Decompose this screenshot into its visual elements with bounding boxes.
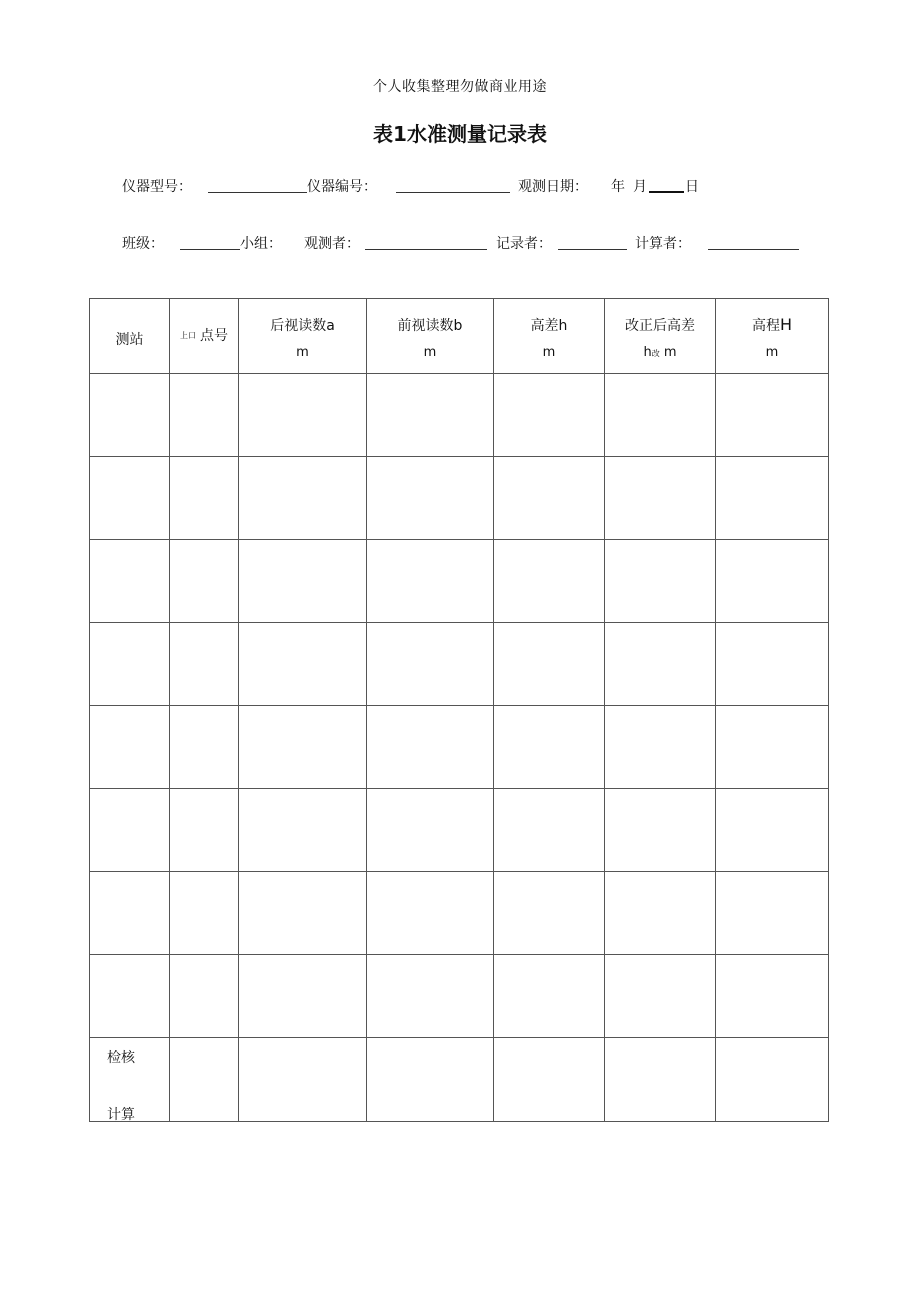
recorder-label: 记录者： xyxy=(496,236,552,252)
calculator-field[interactable] xyxy=(708,249,799,250)
table-row xyxy=(90,789,829,872)
header-station: 测站 xyxy=(90,299,170,374)
day-label: 日 xyxy=(685,179,699,195)
table-cell[interactable] xyxy=(716,540,829,623)
table-row xyxy=(90,540,829,623)
table-header-row xyxy=(90,299,829,374)
table-cell[interactable] xyxy=(494,789,605,872)
header-fore-reading: 前视读数b m xyxy=(367,299,494,374)
table-cell[interactable] xyxy=(605,457,716,540)
check-calculation-label: 检核 计算 xyxy=(90,1038,170,1122)
table-cell[interactable] xyxy=(239,872,367,955)
table-cell[interactable] xyxy=(239,789,367,872)
table-cell[interactable] xyxy=(170,872,239,955)
header-corrected-diff: 改正后高差 h改 m xyxy=(605,299,716,374)
table-cell[interactable] xyxy=(90,872,170,955)
month-label: 月 xyxy=(633,179,647,195)
table-cell[interactable] xyxy=(367,955,494,1038)
table-cell[interactable] xyxy=(170,955,239,1038)
table-cell[interactable] xyxy=(90,706,170,789)
table-cell[interactable] xyxy=(367,706,494,789)
table-row xyxy=(90,623,829,706)
table-cell[interactable] xyxy=(605,1038,716,1122)
table-cell[interactable] xyxy=(494,706,605,789)
watermark-text: 个人收集整理勿做商业用途 xyxy=(373,79,547,95)
table-row xyxy=(90,374,829,457)
table-cell[interactable] xyxy=(367,374,494,457)
table-cell[interactable] xyxy=(367,623,494,706)
table-cell[interactable] xyxy=(239,706,367,789)
table-cell[interactable] xyxy=(367,540,494,623)
table-cell[interactable] xyxy=(716,706,829,789)
table-cell[interactable] xyxy=(494,1038,605,1122)
class-field[interactable] xyxy=(180,249,240,250)
leveling-record-table xyxy=(89,298,829,1122)
table-cell[interactable] xyxy=(716,955,829,1038)
table-cell[interactable] xyxy=(716,789,829,872)
table-cell[interactable] xyxy=(367,457,494,540)
header-height-diff: 高差h m xyxy=(494,299,605,374)
table-cell[interactable] xyxy=(239,374,367,457)
table-cell[interactable] xyxy=(494,540,605,623)
model-label: 仪器型号： xyxy=(122,179,192,195)
class-label: 班级： xyxy=(122,236,164,252)
table-cell[interactable] xyxy=(494,623,605,706)
table-cell[interactable] xyxy=(170,374,239,457)
table-cell[interactable] xyxy=(239,1038,367,1122)
table-cell[interactable] xyxy=(716,872,829,955)
table-cell[interactable] xyxy=(239,457,367,540)
header-point: 上口 点号 xyxy=(170,299,239,374)
table-cell[interactable] xyxy=(716,623,829,706)
table-cell[interactable] xyxy=(90,540,170,623)
table-cell[interactable] xyxy=(170,1038,239,1122)
table-cell[interactable] xyxy=(170,540,239,623)
table-cell[interactable] xyxy=(716,457,829,540)
table-cell[interactable] xyxy=(605,872,716,955)
serial-field[interactable] xyxy=(396,192,510,193)
page-title: 表1水准测量记录表 xyxy=(373,122,547,146)
group-label: 小组： xyxy=(240,236,282,252)
table-row xyxy=(90,457,829,540)
table-cell[interactable] xyxy=(367,1038,494,1122)
table-cell[interactable] xyxy=(716,374,829,457)
recorder-field[interactable] xyxy=(558,249,627,250)
table-cell[interactable] xyxy=(605,789,716,872)
check-calculation-row xyxy=(90,1038,829,1122)
table-row xyxy=(90,706,829,789)
table-cell[interactable] xyxy=(170,789,239,872)
table-cell[interactable] xyxy=(494,955,605,1038)
table-cell[interactable] xyxy=(494,374,605,457)
table-cell[interactable] xyxy=(239,623,367,706)
table-cell[interactable] xyxy=(494,457,605,540)
table-cell[interactable] xyxy=(239,955,367,1038)
year-label: 年 xyxy=(611,179,625,195)
table-cell[interactable] xyxy=(605,955,716,1038)
table-cell[interactable] xyxy=(605,623,716,706)
table-cell[interactable] xyxy=(367,789,494,872)
table-cell[interactable] xyxy=(605,374,716,457)
table-cell[interactable] xyxy=(90,457,170,540)
model-field[interactable] xyxy=(208,192,307,193)
table-cell[interactable] xyxy=(90,955,170,1038)
table-cell[interactable] xyxy=(90,374,170,457)
date-label: 观测日期： xyxy=(518,179,588,195)
table-cell[interactable] xyxy=(716,1038,829,1122)
table-cell[interactable] xyxy=(367,872,494,955)
table-cell[interactable] xyxy=(90,623,170,706)
table-row xyxy=(90,872,829,955)
table-cell[interactable] xyxy=(239,540,367,623)
table-cell[interactable] xyxy=(170,457,239,540)
table-cell[interactable] xyxy=(90,789,170,872)
table-cell[interactable] xyxy=(605,706,716,789)
table-cell[interactable] xyxy=(170,623,239,706)
table-cell[interactable] xyxy=(170,706,239,789)
observer-label: 观测者： xyxy=(304,236,360,252)
table-row xyxy=(90,955,829,1038)
table-cell[interactable] xyxy=(494,872,605,955)
observer-field[interactable] xyxy=(365,249,487,250)
serial-label: 仪器编号： xyxy=(307,179,377,195)
table-cell[interactable] xyxy=(605,540,716,623)
day-field[interactable] xyxy=(649,191,684,193)
calculator-label: 计算者： xyxy=(635,236,691,252)
header-elevation: 高程H m xyxy=(716,299,829,374)
header-back-reading: 后视读数a m xyxy=(239,299,367,374)
